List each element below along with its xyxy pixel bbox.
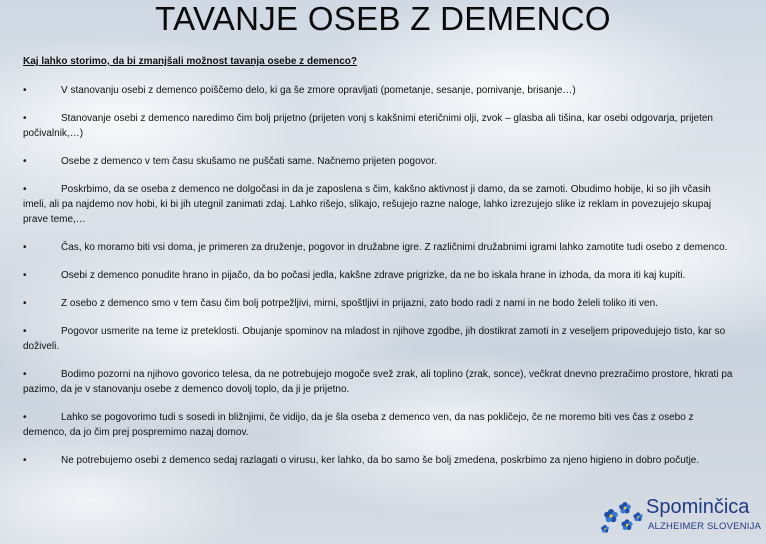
flower-center	[624, 507, 627, 510]
flower-petal	[601, 527, 604, 530]
list-item-text: Osebi z demenco ponudite hrano in pijačo, da bo počasi jedla, kakšne zdrave prigrizke, da ne bo iskala hrane in izhoda, da mora iti kaj kupiti.	[61, 270, 686, 281]
list-item-text: Poskrbimo, da se oseba z demenco ne dolgočasi in da je zaposlena s čim, kakšno aktivnost ji damo, da se zamoti. Obudimo hobije, ki so jih včasih imeli, ali pa najdemo nov hobi, ki bi jih utegnil zanimati zdaj. Lahko rišejo, slikajo, rešujejo razne naloge, lahko izrezujejo slike iz reklam in povezujejo skupaj prave teme,…	[23, 184, 712, 225]
list-item-text: Osebe z demenco v tem času skušamo ne puščati same. Načnemo prijeten pogovor.	[61, 156, 437, 167]
list-item	[23, 268, 735, 283]
list-item-text: Z osebo z demenco smo v tem času čim bolj potrpežljivi, mirni, spoštljivi in prijazni, zato bodo radi z nami in ne bodo želeli toliko iti ven.	[61, 298, 658, 309]
list-item	[23, 182, 735, 227]
bullet-icon: •	[23, 298, 27, 309]
bullet-icon: •	[23, 85, 27, 96]
list-item-text: Stanovanje osebi z demenco naredimo čim bolj prijetno (prijeten vonj s kakšnimi eteričnimi olji, zvok – glasba ali tišina, kar osebi odgovarja, prijeten počivalnik,…)	[23, 113, 713, 139]
forget-me-not-flower-icon	[598, 496, 646, 536]
list-item	[23, 154, 735, 169]
flower-center	[637, 516, 639, 518]
bullet-icon: •	[23, 156, 27, 167]
logo-subtitle: ALZHEIMER SLOVENIJA	[648, 521, 762, 532]
list-item	[23, 83, 735, 98]
bullet-icon: •	[23, 412, 27, 423]
flower-petal	[604, 512, 610, 518]
list-item-text: Čas, ko moramo biti vsi doma, je primeren za druženje, pogovor in družabne igre. Z različnimi družabnimi igrami lahko zamotite tudi osebo z demenco.	[61, 242, 728, 253]
flower-petal	[619, 504, 624, 509]
bullet-icon: •	[23, 242, 27, 253]
spomincica-logo	[598, 494, 762, 538]
bullet-icon: •	[23, 369, 27, 380]
list-item	[23, 111, 735, 141]
flower-center	[626, 524, 629, 527]
list-item-text: Ne potrebujemo osebi z demenco sedaj razlagati o virusu, ker lahko, da bo samo še bolj zmedena, poskrbimo za njeno higieno in dobro počutje.	[61, 455, 700, 466]
list-item	[23, 367, 735, 397]
list-item	[23, 324, 735, 354]
list-item	[23, 410, 735, 440]
bullet-icon: •	[23, 455, 27, 466]
flower-center	[604, 528, 606, 530]
tips-list	[23, 83, 735, 481]
bullet-icon: •	[23, 270, 27, 281]
page-title: TAVANJE OSEB Z DEMENCO	[155, 0, 611, 37]
list-item	[23, 296, 735, 311]
list-item-text: Bodimo pozorni na njihovo govorico telesa, da ne potrebujejo mogoče svež zrak, ali toplino (zrak, sonce), večkrat dnevno prezračimo prostore, hkrati pa pazimo, da je v stanovanju osebe z demenco dovolj toplo, da ji je prijetno.	[23, 369, 733, 395]
bullet-icon: •	[23, 326, 27, 337]
flower-petal	[633, 514, 637, 518]
bullet-icon: •	[23, 184, 27, 195]
list-item-text: Lahko se pogovorimo tudi s sosedi in bližnjimi, če vidijo, da je šla oseba z demenco ven, da nas pokličejo, če ne moremo biti ves čas z osebo z demenco, da jo čim prej pospremimo nazaj domov.	[23, 412, 694, 438]
list-item	[23, 453, 735, 468]
flower-petal	[621, 522, 626, 527]
flower-center	[609, 514, 612, 517]
list-item	[23, 240, 735, 255]
list-item-text: Pogovor usmerite na teme iz preteklosti. Obujanje spominov na mladost in njihove zgodbe, jih dostikrat zamoti in z veseljem pripovedujejo tisto, kar so doživeli.	[23, 326, 726, 352]
logo-name: Spominčica	[646, 496, 750, 518]
intro-question: Kaj lahko storimo, da bi zmanjšali možnost tavanja osebe z demenco?	[23, 56, 357, 67]
bullet-icon: •	[23, 113, 27, 124]
list-item-text: V stanovanju osebi z demenco poiščemo delo, ki ga še zmore opravljati (pometanje, sesanje, pomivanje, brisanje…)	[61, 85, 576, 96]
